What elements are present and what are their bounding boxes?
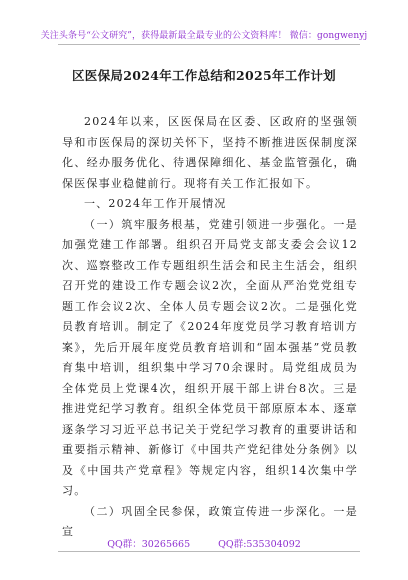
body-paragraph: （二）巩固全民参保，政策宣传进一步深化。一是宣: [62, 504, 358, 538]
document-title: 区医保局2024年工作总结和2025年工作计划: [72, 68, 336, 83]
footer-qq-group-1: QQ群：30265665: [107, 539, 191, 550]
header-divider: [58, 44, 360, 45]
body-paragraph: 2024年以来，区医保局在区委、区政府的坚强领导和市医保局的深切关怀下，坚持不断推进医保制度深化、经办服务优化、待遇保障细化、基金监管强化，确保医保事业稳健前行。现将有关工作汇报如下。: [62, 115, 358, 190]
footer-divider: [58, 551, 360, 552]
section-heading: 一、2024年工作开展情况: [84, 197, 227, 210]
document-body: [62, 112, 358, 543]
footer-qq-group-2: QQ群:535304092: [218, 539, 301, 550]
header-note: 关注头条号“公文研究”，获得最新最全最专业的公文资料库！ 微信：gongwenyj: [40, 31, 368, 41]
body-paragraph: （一）筑牢服务根基，党建引领进一步强化。一是加强党建工作部署。组织召开局党支部支委会会议12次、巡察整改工作专题组织生活会和民主生活会，组织召开党的建设工作专题会议2次，全面从严治党党组专题工作会议2次、全体人员专题会议2次。二是强化党员教育培训。制定了《2024年度党员学习教育培训方案》，先后开展年度党员教育培训和“固本强基”党员教育集中培训，组织集中学习70余课时。局党组成员为全体党员上党课4次，组织开展干部上讲台8次。三是推进党纪学习教育。组织全体党员干部原原本本、逐章逐条学习习近平总书记关于党纪学习教育的重要讲话和重要指示精神、新修订《中国共产党纪律处分条例》以及《中国共产党章程》等规定内容，组织14次集中学习。: [62, 217, 358, 497]
footer-contacts: [0, 536, 408, 550]
